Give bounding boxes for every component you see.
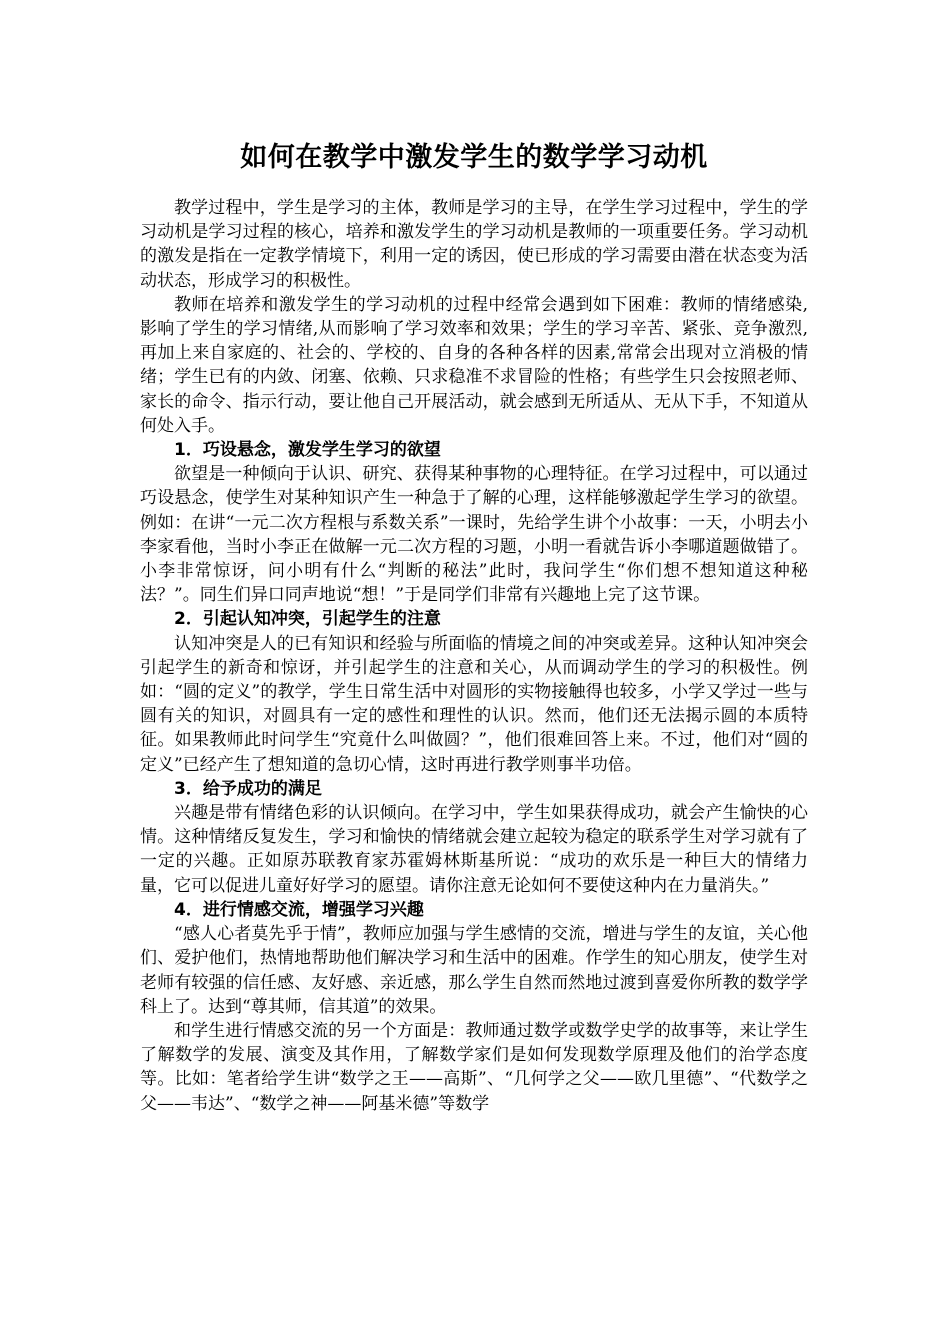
section-heading: 2．引起认知冲突，引起学生的注意 (174, 609, 441, 630)
section-4 (140, 898, 808, 1116)
section-paragraph: 和学生进行情感交流的另一个方面是：教师通过数学或数学史学的故事等，来让学生了解数学的发展、演变及其作用，了解数学家们是如何发现数学原理及他们的治学态度等。比如：笔者给学生讲“数学之王——高斯”、“几何学之父——欧几里德”、“代数学之父——韦达”、“数学之神——阿基米德”等数学 (140, 1020, 808, 1114)
section-paragraph: 欲望是一种倾向于认识、研究、获得某种事物的心理特征。在学习过程中，可以通过巧设悬念，使学生对某种知识产生一种急于了解的心理，这样能够激起学生学习的欲望。例如：在讲“一元二次方程根与系数关系”一课时，先给学生讲个小故事：一天，小明去小李家看他，当时小李正在做解一元二次方程的习题，小明一看就告诉小李哪道题做错了。小李非常惊讶，问小明有什么“判断的秘法”此时，我问学生“你们想不想知道这种秘法？”。同生们异口同声地说“想！”于是同学们非常有兴趣地上完了这节课。 (140, 464, 808, 606)
intro-paragraph: 教学过程中，学生是学习的主体，教师是学习的主导，在学生学习过程中，学生的学习动机是学习过程的核心，培养和激发学生的学习动机是教师的一项重要任务。学习动机的激发是指在一定教学情境下，利用一定的诱因，使已形成的学习需要由潜在状态变为活动状态，形成学习的积极性。 (140, 198, 808, 291)
document-title: 如何在教学中激发学生的数学学习动机 (240, 142, 708, 173)
section-3 (140, 777, 808, 898)
section-paragraph: 认知冲突是人的已有知识和经验与所面临的情境之间的冲突或差异。这种认知冲突会引起学生的新奇和惊讶，并引起学生的注意和关心，从而调动学生的学习的积极性。例如：“圆的定义”的教学，学生日常生活中对圆形的实物接触得也较多，小学又学过一些与圆有关的知识，对圆具有一定的感性和理性的认识。然而，他们还无法揭示圆的本质特征。如果教师此时问学生“究竟什么叫做圆？”，他们很难回答上来。不过，他们对“圆的定义”已经产生了想知道的急切心情，这时再进行教学则事半功倍。 (140, 633, 808, 775)
section-heading: 1．巧设悬念，激发学生学习的欲望 (174, 440, 441, 461)
section-heading: 3．给予成功的满足 (174, 778, 322, 799)
section-paragraph: 兴趣是带有情绪色彩的认识倾向。在学习中，学生如果获得成功，就会产生愉快的心情。这种情绪反复发生，学习和愉快的情绪就会建立起较为稳定的联系学生对学习就有了一定的兴趣。正如原苏联教育家苏霍姆林斯基所说：“成功的欢乐是一种巨大的情绪力量，它可以促进儿童好好学习的愿望。请你注意无论如何不要使这种内在力量消失。” (140, 803, 808, 896)
document-page (140, 140, 808, 1116)
section-heading: 4．进行情感交流，增强学习兴趣 (174, 899, 424, 920)
section-paragraph: “感人心者莫先乎于情”，教师应加强与学生感情的交流，增进与学生的友谊，关心他们、爱护他们，热情地帮助他们解决学习和生活中的困难。作学生的知心朋友，使学生对老师有较强的信任感、友好感、亲近感，那么学生自然而然地过渡到喜爱你所教的数学学科上了。达到“尊其师，信其道”的效果。 (140, 924, 808, 1017)
intro-paragraph: 教师在培养和激发学生的学习动机的过程中经常会遇到如下困难：教师的情绪感染,影响了学生的学习情绪,从而影响了学习效率和效果；学生的学习辛苦、紧张、竞争激烈,再加上来自家庭的、社会的、学校的、自身的各种各样的因素,常常会出现对立消极的情绪；学生已有的内敛、闭塞、依赖、只求稳准不求冒险的性格；有些学生只会按照老师、家长的命令、指示行动，要让他自己开展活动，就会感到无所适从、无从下手，不知道从何处入手。 (140, 294, 808, 436)
section-2 (140, 607, 808, 776)
section-1 (140, 438, 808, 607)
